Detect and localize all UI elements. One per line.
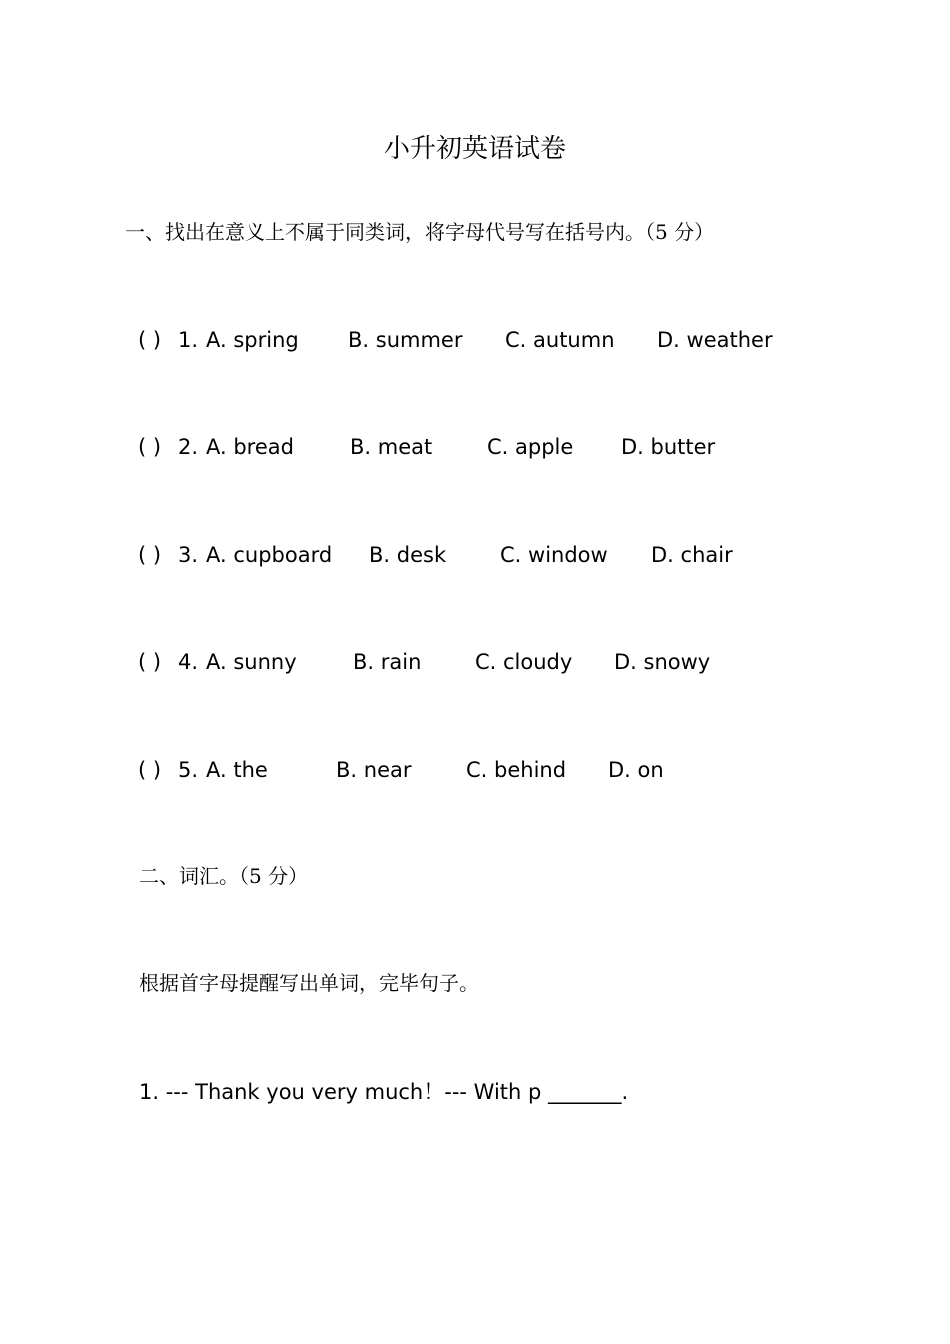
option-d: D. snowy xyxy=(614,650,711,674)
option-c: C. apple xyxy=(487,435,574,459)
answer-bracket: ( ) xyxy=(138,758,162,782)
section-2-heading: 二、词汇。（5 分） xyxy=(139,864,309,888)
answer-bracket: ( ) xyxy=(138,435,162,459)
option-a: A. sunny xyxy=(206,650,297,674)
fill-in-item-1: 1. --- Thank you very much！--- With p _______. xyxy=(139,1080,629,1104)
option-c: C. autumn xyxy=(505,328,615,352)
option-a: A. cupboard xyxy=(206,543,333,567)
option-d: D. on xyxy=(608,758,664,782)
answer-bracket: ( ) xyxy=(138,650,162,674)
option-c: C. behind xyxy=(466,758,567,782)
section-2-instruction: 根据首字母提醒写出单词，完毕句子。 xyxy=(139,971,479,995)
question-number: 2. xyxy=(178,435,199,459)
option-b: B. desk xyxy=(369,543,447,567)
option-a: A. spring xyxy=(206,328,299,352)
section-1-heading: 一、找出在意义上不属于同类词，将字母代号写在括号内。（5 分） xyxy=(125,220,715,244)
question-number: 4. xyxy=(178,650,199,674)
option-b: B. summer xyxy=(348,328,463,352)
option-d: D. chair xyxy=(651,543,733,567)
option-c: C. cloudy xyxy=(475,650,573,674)
option-d: D. butter xyxy=(621,435,716,459)
option-b: B. near xyxy=(336,758,412,782)
option-b: B. rain xyxy=(353,650,422,674)
option-d: D. weather xyxy=(657,328,773,352)
option-a: A. bread xyxy=(206,435,294,459)
question-number: 5. xyxy=(178,758,199,782)
option-a: A. the xyxy=(206,758,268,782)
answer-bracket: ( ) xyxy=(138,328,162,352)
page-title: 小升初英语试卷 xyxy=(383,134,566,164)
question-number: 3. xyxy=(178,543,199,567)
answer-bracket: ( ) xyxy=(138,543,162,567)
option-b: B. meat xyxy=(350,435,433,459)
question-number: 1. xyxy=(178,328,199,352)
option-c: C. window xyxy=(500,543,608,567)
